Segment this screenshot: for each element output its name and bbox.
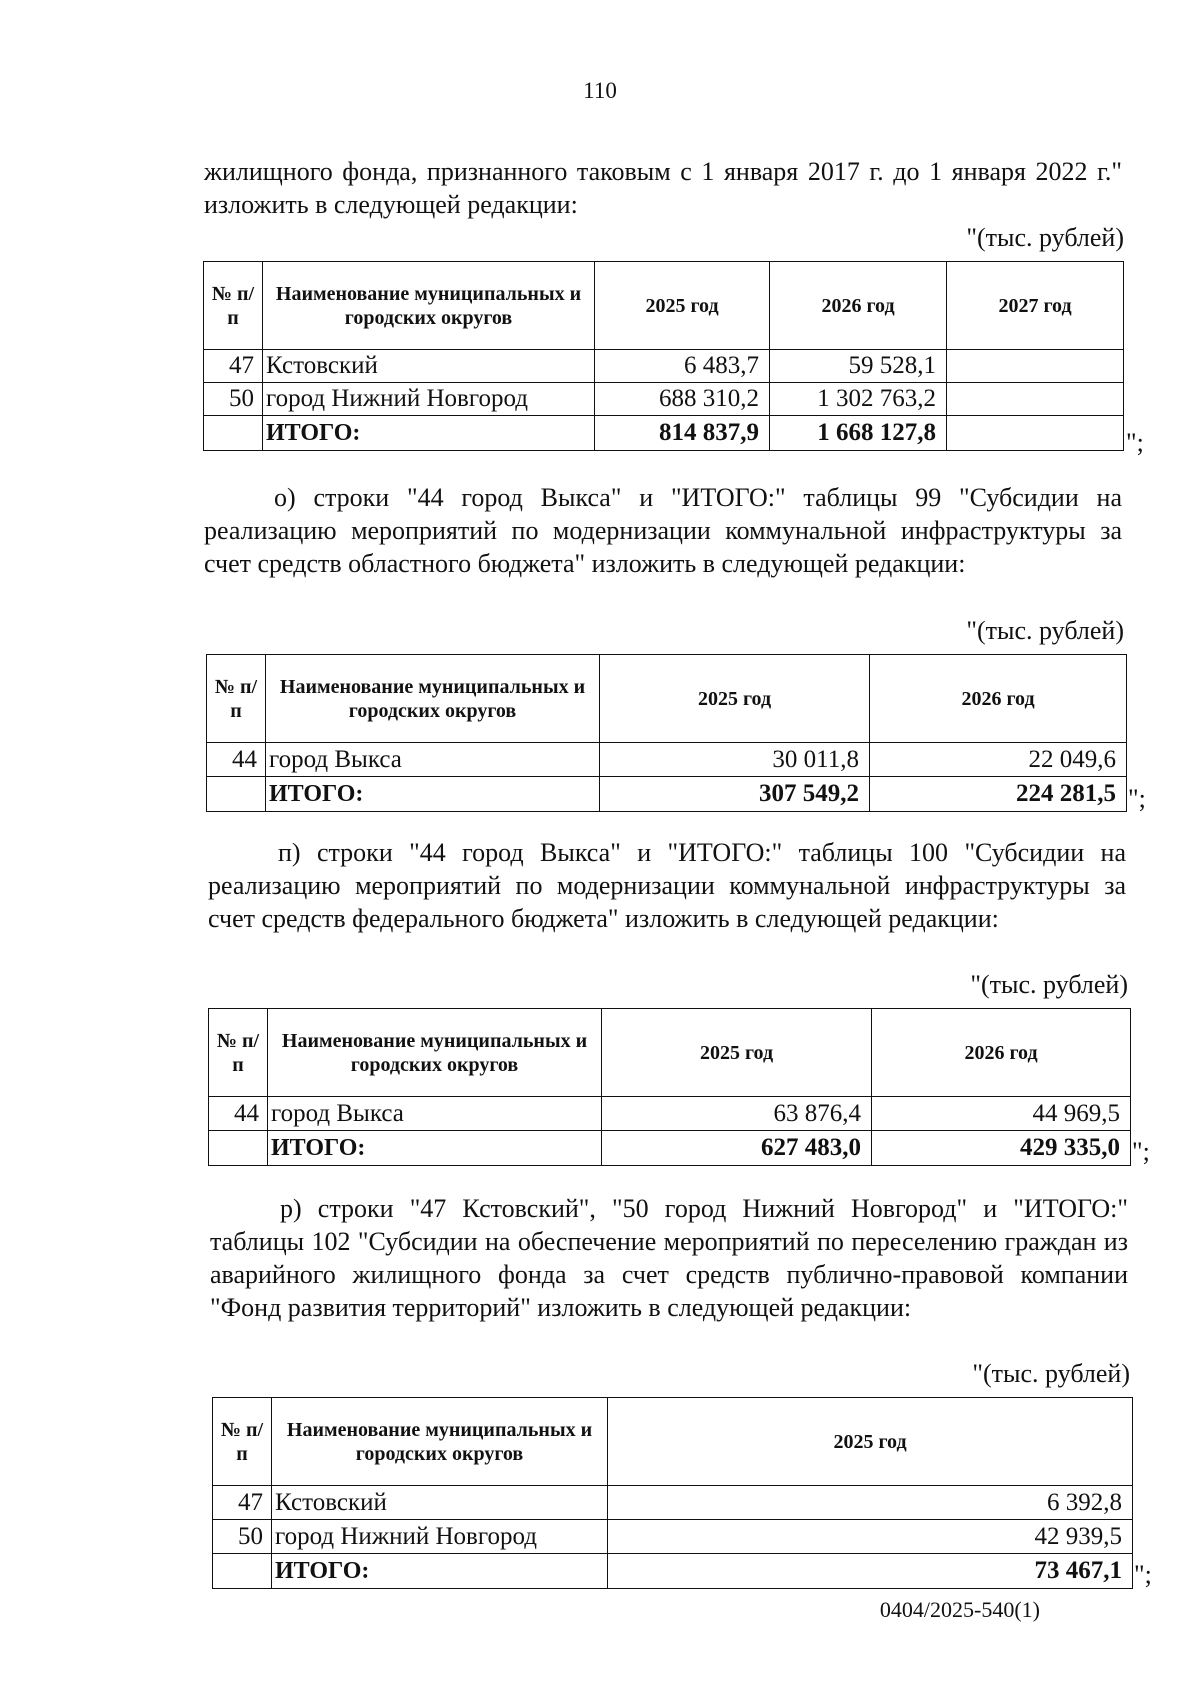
header-2026: 2026 год	[870, 655, 1127, 743]
row-name: город Выкса	[268, 1097, 602, 1131]
total-label: ИТОГО:	[266, 777, 600, 812]
row-name: Кстовский	[263, 350, 595, 383]
table-header-row	[204, 262, 1124, 350]
header-2025: 2025 год	[600, 655, 870, 743]
unit-label-3: "(тыс. рублей)	[970, 970, 1128, 999]
document-code: 0404/2025-540(1)	[879, 1597, 1040, 1622]
table-row	[213, 1520, 1133, 1554]
table-header-row	[209, 1009, 1131, 1097]
unit-label-1: "(тыс. рублей)	[966, 223, 1124, 252]
end-mark-4: ";	[1134, 1560, 1152, 1589]
table-1	[203, 261, 1124, 451]
row-name: город Выкса	[266, 743, 600, 777]
header-num: № п/п	[213, 1398, 272, 1486]
row-num: 44	[207, 743, 266, 777]
row-num: 47	[204, 350, 263, 383]
header-2025: 2025 год	[595, 262, 770, 350]
row-2025: 6 392,8	[608, 1486, 1133, 1520]
paragraph-o: о) строки "44 город Выкса" и "ИТОГО:" таблицы 99 "Субсидии на реализацию мероприятий по модернизации коммунальной инфраструктуры за счет средств областного бюджета" изложить в следующей редакции:	[204, 483, 1122, 578]
page-number: 110	[583, 78, 617, 103]
header-2026: 2026 год	[770, 262, 947, 350]
total-2025: 73 467,1	[608, 1554, 1133, 1589]
row-2025: 6 483,7	[595, 350, 770, 383]
total-2026: 224 281,5	[870, 777, 1127, 812]
unit-label-4: "(тыс. рублей)	[972, 1359, 1130, 1388]
row-2025: 688 310,2	[595, 383, 770, 416]
total-2026: 429 335,0	[872, 1131, 1131, 1166]
table-total-row	[213, 1554, 1133, 1589]
paragraph-r: р) строки "47 Кстовский", "50 город Нижний Новгород" и "ИТОГО:" таблицы 102 "Субсидии на обеспечение мероприятий по переселению граждан из аварийного жилищного фонда за счет средств публично-правовой компании "Фонд развития территорий" изложить в следующей редакции:	[210, 1194, 1128, 1322]
row-num: 47	[213, 1486, 272, 1520]
total-label: ИТОГО:	[263, 416, 595, 451]
table-4	[212, 1397, 1133, 1589]
table-header-row	[213, 1398, 1133, 1486]
header-num: № п/п	[204, 262, 263, 350]
row-2025: 30 011,8	[600, 743, 870, 777]
unit-label-2: "(тыс. рублей)	[966, 616, 1124, 645]
header-num: № п/п	[209, 1009, 268, 1097]
total-label: ИТОГО:	[272, 1554, 608, 1589]
header-2025: 2025 год	[602, 1009, 872, 1097]
total-2025: 627 483,0	[602, 1131, 872, 1166]
row-2026: 1 302 763,2	[770, 383, 947, 416]
table-row	[209, 1097, 1131, 1131]
row-name: город Нижний Новгород	[263, 383, 595, 416]
total-2027	[947, 416, 1124, 451]
end-mark-2: ";	[1128, 784, 1146, 813]
row-num: 50	[213, 1520, 272, 1554]
row-2027	[947, 350, 1124, 383]
total-2026: 1 668 127,8	[770, 416, 947, 451]
table-header-row	[207, 655, 1127, 743]
row-2026: 44 969,5	[872, 1097, 1131, 1131]
total-num-cell	[204, 416, 263, 451]
row-2025: 63 876,4	[602, 1097, 872, 1131]
row-num: 50	[204, 383, 263, 416]
paragraph-p: п) строки "44 город Выкса" и "ИТОГО:" таблицы 100 "Субсидии на реализацию мероприятий по модернизации коммунальной инфраструктуры за счет средств федерального бюджета" изложить в следующей редакции:	[208, 838, 1126, 933]
total-num-cell	[213, 1554, 272, 1589]
header-name: Наименование муниципальных и городских округов	[268, 1009, 602, 1097]
intro-paragraph: жилищного фонда, признанного таковым с 1 января 2017 г. до 1 января 2022 г." изложить в следующей редакции:	[204, 157, 1122, 219]
table-row	[204, 350, 1124, 383]
total-label: ИТОГО:	[268, 1131, 602, 1166]
table-row	[204, 383, 1124, 416]
table-2	[206, 654, 1127, 812]
table-total-row	[207, 777, 1127, 812]
table-3	[208, 1008, 1131, 1166]
header-num: № п/п	[207, 655, 266, 743]
row-2026: 22 049,6	[870, 743, 1127, 777]
header-name: Наименование муниципальных и городских округов	[263, 262, 595, 350]
end-mark-1: ";	[1126, 428, 1144, 457]
row-2025: 42 939,5	[608, 1520, 1133, 1554]
table-row	[207, 743, 1127, 777]
row-2026: 59 528,1	[770, 350, 947, 383]
header-2026: 2026 год	[872, 1009, 1131, 1097]
total-num-cell	[209, 1131, 268, 1166]
total-2025: 307 549,2	[600, 777, 870, 812]
total-num-cell	[207, 777, 266, 812]
header-name: Наименование муниципальных и городских округов	[272, 1398, 608, 1486]
table-row	[213, 1486, 1133, 1520]
header-2025: 2025 год	[608, 1398, 1133, 1486]
row-2027	[947, 383, 1124, 416]
header-2027: 2027 год	[947, 262, 1124, 350]
table-total-row	[204, 416, 1124, 451]
row-name: Кстовский	[272, 1486, 608, 1520]
table-total-row	[209, 1131, 1131, 1166]
header-name: Наименование муниципальных и городских округов	[266, 655, 600, 743]
row-num: 44	[209, 1097, 268, 1131]
end-mark-3: ";	[1132, 1137, 1150, 1166]
total-2025: 814 837,9	[595, 416, 770, 451]
row-name: город Нижний Новгород	[272, 1520, 608, 1554]
